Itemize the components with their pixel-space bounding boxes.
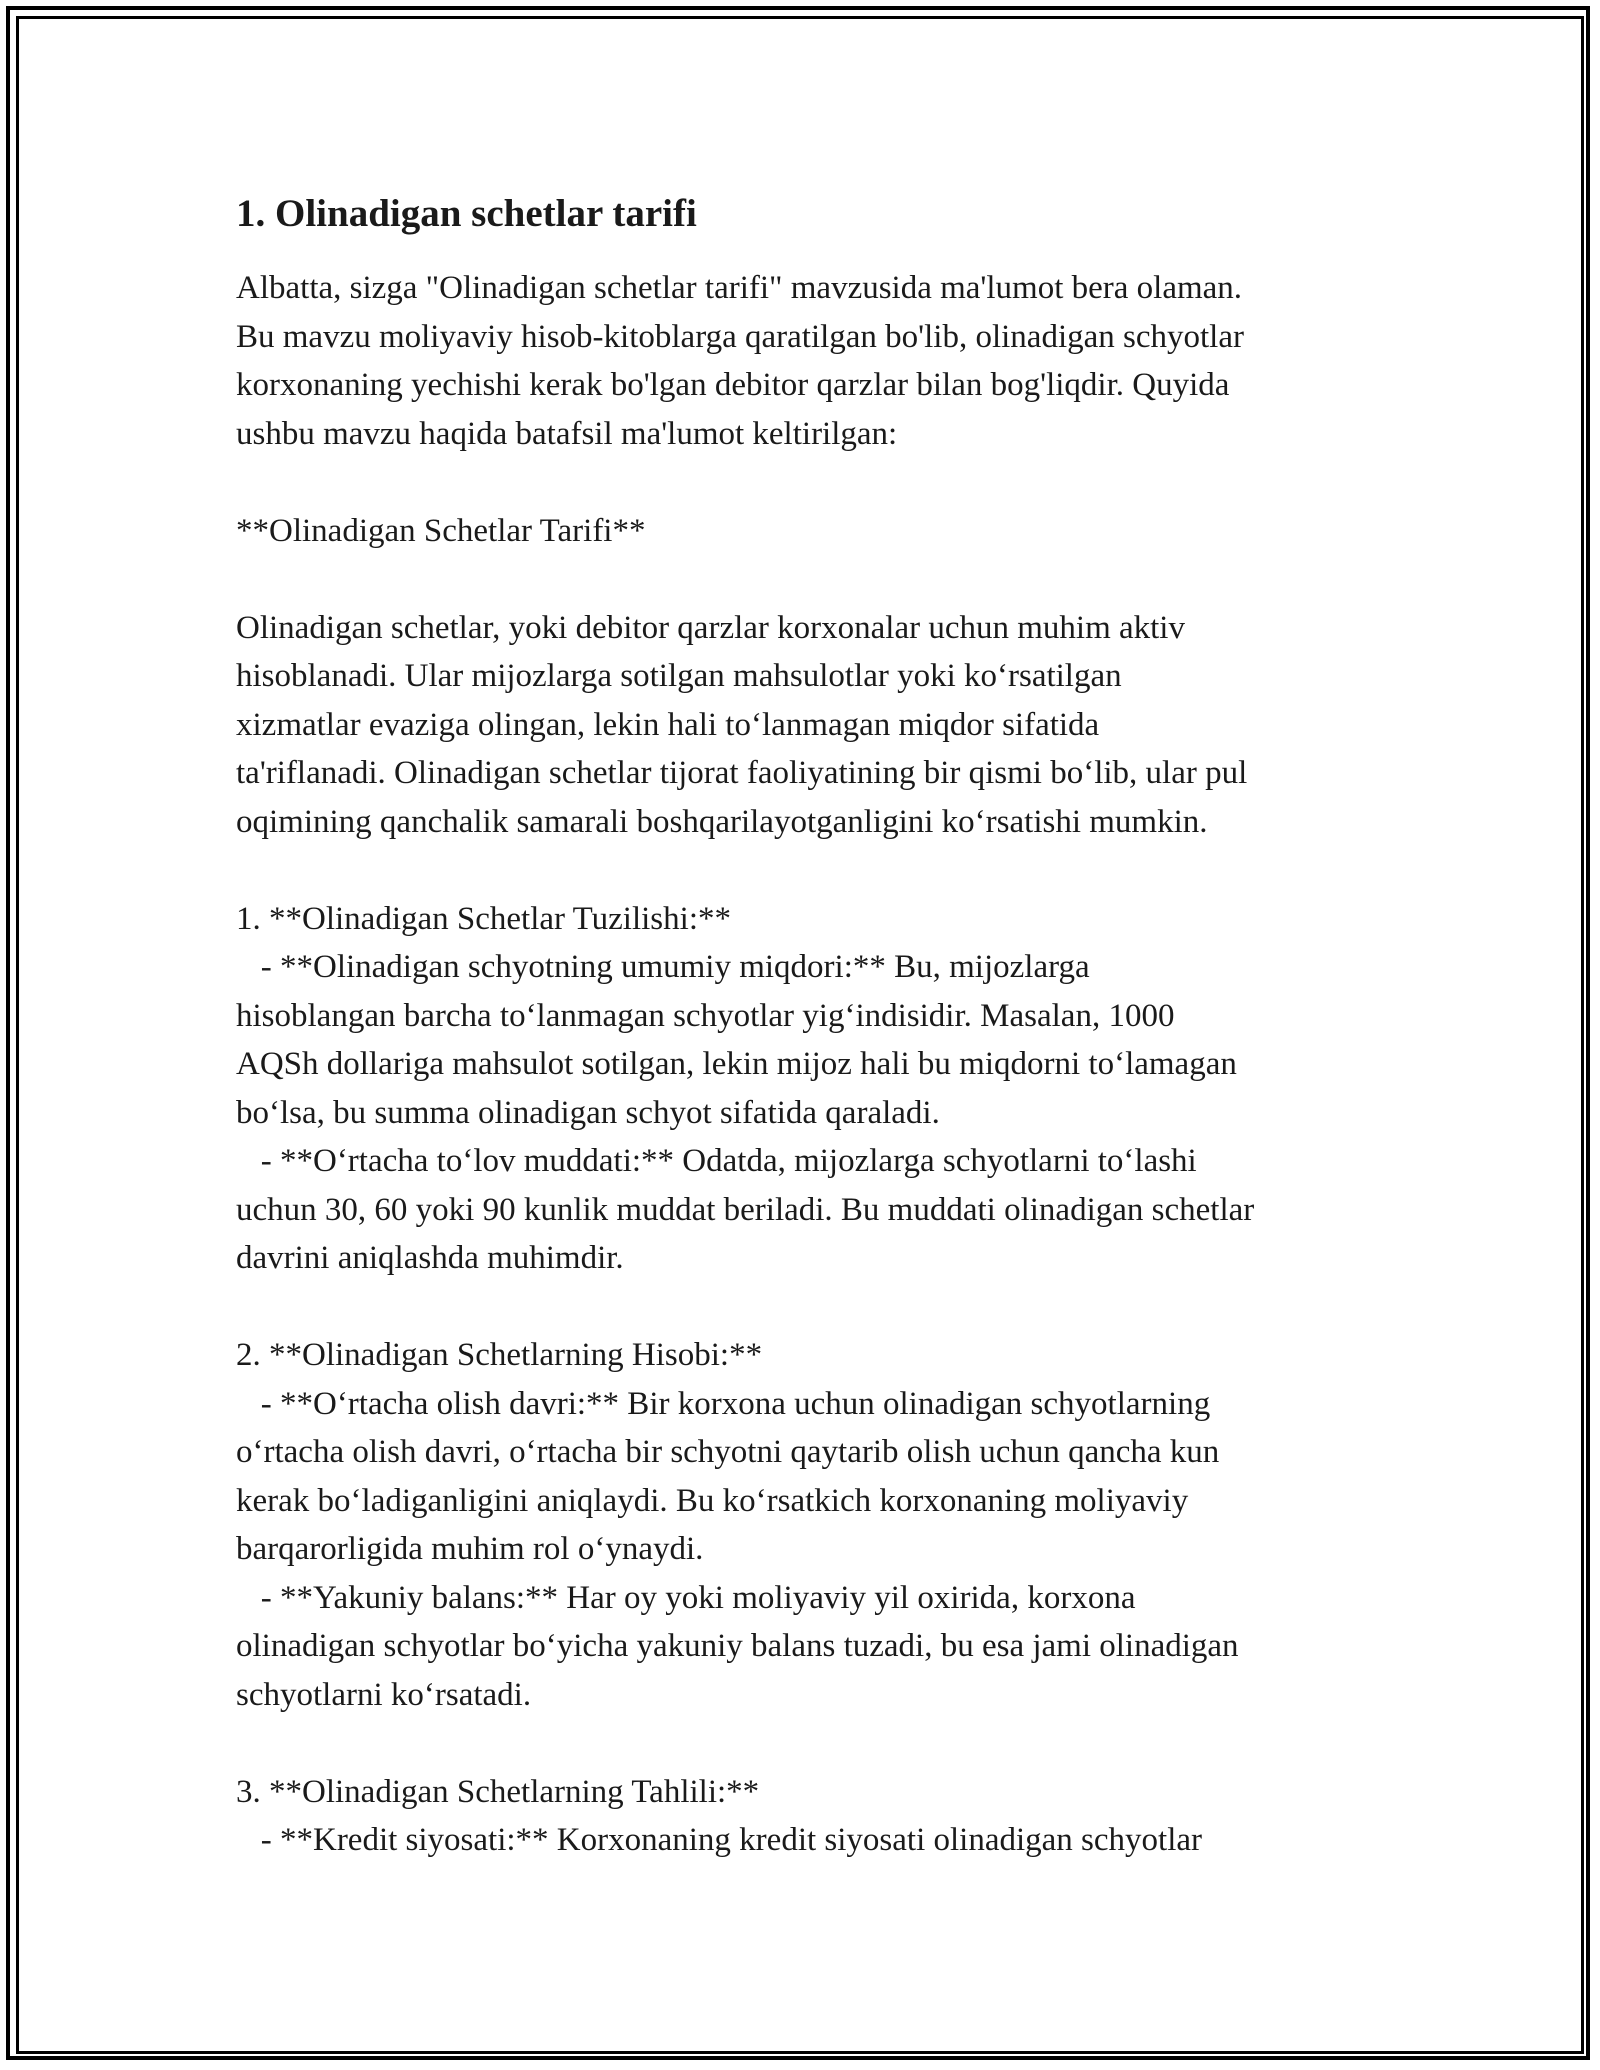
- text-line: oqimining qanchalik samarali boshqarilayotganligini ko‘rsatishi mumkin.: [236, 803, 1208, 840]
- text-line: Albatta, sizga "Olinadigan schetlar tarifi" mavzusida ma'lumot bera olaman.: [236, 270, 1243, 306]
- text-line: - **Kredit siyosati:** Korxonaning kredit siyosati olinadigan schyotlar: [236, 1822, 1203, 1858]
- text-line: Bu mavzu moliyaviy hisob-kitoblarga qaratilgan bo'lib, olinadigan schyotlar: [236, 318, 1244, 355]
- text-line: olinadigan schyotlar bo‘yicha yakuniy balans tuzadi, bu esa jami olinadigan: [236, 1628, 1239, 1664]
- document-text: [236, 264, 1396, 1865]
- text-line: 3. **Olinadigan Schetlarning Tahlili:**: [236, 1773, 760, 1810]
- blank-line: [236, 1283, 1396, 1332]
- text-line: 2. **Olinadigan Schetlarning Hisobi:**: [236, 1337, 763, 1373]
- blank-line: [236, 458, 1396, 507]
- text-line: - **O‘rtacha olish davri:** Bir korxona uchun olinadigan schyotlarning: [236, 1385, 1211, 1422]
- text-line: AQSh dollariga mahsulot sotilgan, lekin mijoz hali bu miqdorni to‘lamagan: [236, 1046, 1237, 1082]
- text-line: kerak bo‘ladiganligini aniqlaydi. Bu ko‘rsatkich korxonaning moliyaviy: [236, 1482, 1189, 1519]
- document-body: [236, 190, 1396, 1865]
- text-line: hisoblangan barcha to‘lanmagan schyotlar yig‘indisidir. Masalan, 1000: [236, 997, 1175, 1034]
- text-line: korxonaning yechishi kerak bo'lgan debitor qarzlar bilan bog'liqdir. Quyida: [236, 367, 1230, 403]
- blank-line: [236, 846, 1396, 895]
- text-line: - **Olinadigan schyotning umumiy miqdori:** Bu, mijozlarga: [236, 949, 1090, 985]
- text-line: ushbu mavzu haqida batafsil ma'lumot keltirilgan:: [236, 415, 898, 452]
- text-line: o‘rtacha olish davri, o‘rtacha bir schyotni qaytarib olish uchun qancha kun: [236, 1434, 1220, 1470]
- text-line: bo‘lsa, bu summa olinadigan schyot sifatida qaraladi.: [236, 1094, 940, 1131]
- text-line: **Olinadigan Schetlar Tarifi**: [236, 512, 646, 549]
- text-line: - **Yakuniy balans:** Har oy yoki moliyaviy yil oxirida, korxona: [236, 1579, 1136, 1616]
- text-line: hisoblanadi. Ular mijozlarga sotilgan mahsulotlar yoki ko‘rsatilgan: [236, 658, 1122, 694]
- text-line: - **O‘rtacha to‘lov muddati:** Odatda, mijozlarga schyotlarni to‘lashi: [236, 1143, 1197, 1179]
- text-line: davrini aniqlashda muhimdir.: [236, 1240, 624, 1276]
- document-heading: 1. Olinadigan schetlar tarifi: [236, 192, 697, 235]
- text-line: ta'riflanadi. Olinadigan schetlar tijorat faoliyatining bir qismi bo‘lib, ular pul: [236, 755, 1248, 791]
- text-line: Olinadigan schetlar, yoki debitor qarzlar korxonalar uchun muhim aktiv: [236, 609, 1185, 646]
- blank-line: [236, 555, 1396, 604]
- text-line: xizmatlar evaziga olingan, lekin hali to‘lanmagan miqdor sifatida: [236, 706, 1100, 743]
- text-line: 1. **Olinadigan Schetlar Tuzilishi:**: [236, 900, 731, 937]
- blank-line: [236, 1719, 1396, 1768]
- text-line: uchun 30, 60 yoki 90 kunlik muddat beriladi. Bu muddati olinadigan schetlar: [236, 1191, 1255, 1228]
- text-line: schyotlarni ko‘rsatadi.: [236, 1676, 532, 1713]
- text-line: barqarorligida muhim rol o‘ynaydi.: [236, 1531, 704, 1567]
